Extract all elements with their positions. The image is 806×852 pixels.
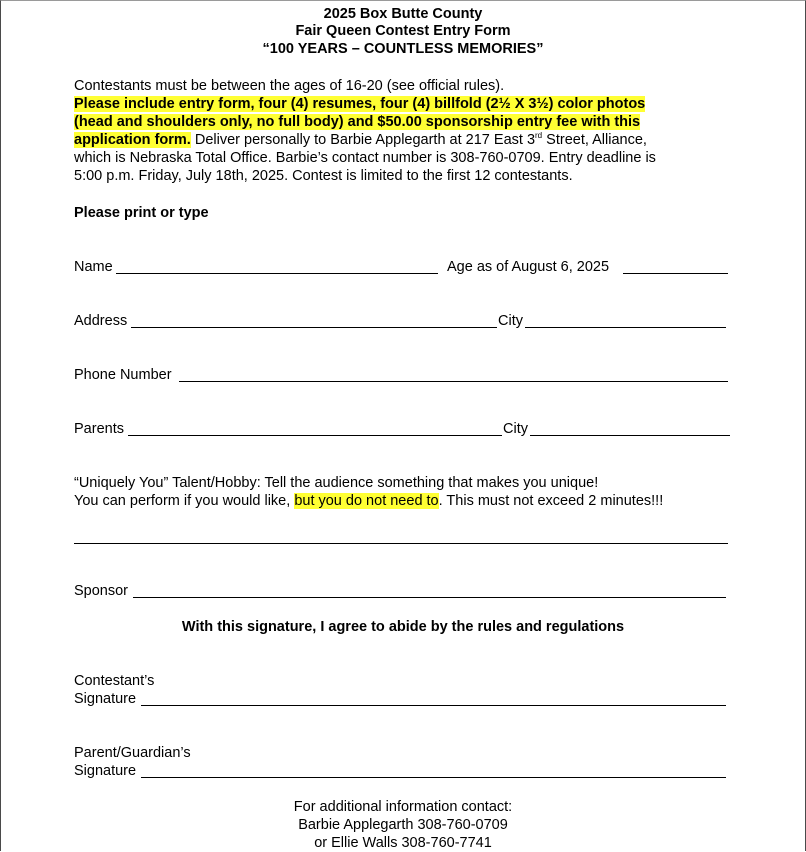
- age-label: Age as of August 6, 2025: [447, 259, 610, 275]
- phone-field[interactable]: [179, 381, 728, 382]
- city-label: City: [498, 313, 523, 329]
- parent-signature-label-2: Signature: [74, 763, 137, 779]
- name-label: Name: [74, 259, 113, 275]
- phone-label: Phone Number: [74, 367, 172, 383]
- sponsor-label: Sponsor: [74, 583, 129, 599]
- delivery-instructions: [74, 131, 647, 149]
- address-field[interactable]: [131, 327, 497, 328]
- form-title-county: 2025 Box Butte County: [323, 6, 483, 22]
- parents-field[interactable]: [128, 435, 502, 436]
- talent-note-end: . This must not exceed 2 minutes!!!: [438, 493, 664, 509]
- form-theme: “100 YEARS – COUNTLESS MEMORIES”: [262, 41, 544, 57]
- parent-signature-label: Parent/Guardian’s: [74, 745, 191, 761]
- ordinal-suffix: rd: [535, 131, 543, 140]
- highlight: (head and shoulders only, no full body) and $50.00 sponsorship entry fee with this: [74, 114, 641, 130]
- highlight: but you do not need to: [294, 493, 439, 509]
- highlight: Please include entry form, four (4) resumes, four (4) billfold (2½ X 3½) color photos: [74, 96, 646, 112]
- contact-ellie: or Ellie Walls 308-760-7741: [314, 835, 492, 851]
- requirements-highlight-1: [74, 95, 645, 113]
- talent-note: [74, 492, 663, 510]
- contestant-signature-label: Contestant’s: [74, 673, 155, 689]
- address-label: Address: [74, 313, 128, 329]
- parents-city-label: City: [503, 421, 528, 437]
- age-requirement: Contestants must be between the ages of 16-20 (see official rules).: [74, 78, 505, 94]
- parents-city-field[interactable]: [530, 435, 730, 436]
- form-title-name: Fair Queen Contest Entry Form: [295, 23, 511, 39]
- talent-prompt: “Uniquely You” Talent/Hobby: Tell the audience something that makes you unique!: [74, 475, 599, 491]
- parent-signature-field[interactable]: [141, 777, 726, 778]
- talent-note-start: You can perform if you would like,: [74, 493, 295, 509]
- sponsor-field[interactable]: [133, 597, 726, 598]
- highlight: application form.: [74, 132, 191, 148]
- contestant-signature-field[interactable]: [141, 705, 726, 706]
- contact-deadline: which is Nebraska Total Office. Barbie’s contact number is 308-760-0709. Entry deadline is: [74, 150, 656, 166]
- requirements-highlight-2: [74, 113, 640, 131]
- name-field[interactable]: [116, 273, 438, 274]
- contact-barbie: Barbie Applegarth 308-760-0709: [298, 817, 508, 833]
- print-instruction: Please print or type: [74, 205, 209, 221]
- talent-field[interactable]: [74, 543, 728, 544]
- delivery-text: Deliver personally to Barbie Applegarth at 217 East 3: [190, 132, 536, 148]
- contact-heading: For additional information contact:: [293, 799, 513, 815]
- agreement-statement: With this signature, I agree to abide by the rules and regulations: [181, 619, 625, 635]
- contestant-signature-label-2: Signature: [74, 691, 137, 707]
- delivery-text-end: Street, Alliance,: [542, 132, 647, 148]
- deadline-limit: 5:00 p.m. Friday, July 18th, 2025. Contest is limited to the first 12 contestants.: [74, 168, 573, 184]
- parents-label: Parents: [74, 421, 124, 437]
- age-field[interactable]: [623, 273, 728, 274]
- city-field[interactable]: [525, 327, 726, 328]
